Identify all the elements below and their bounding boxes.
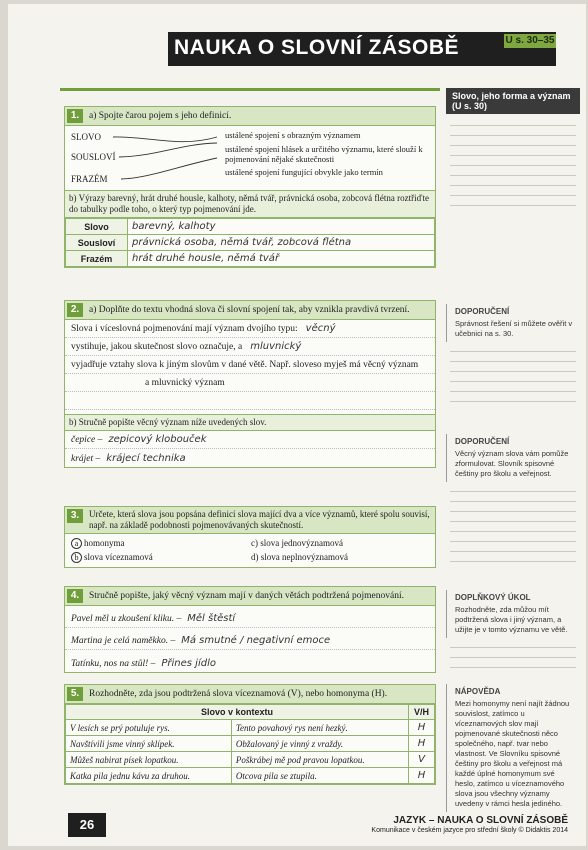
exercise-number: 1. xyxy=(67,109,83,123)
vh-answer[interactable]: H xyxy=(409,736,435,752)
exercise-4-header xyxy=(65,587,435,606)
fill-line xyxy=(65,374,435,392)
word-answer[interactable]: krájecí technika xyxy=(106,453,186,464)
row-label-frazem: Frazém xyxy=(66,251,128,267)
option-label: slova víceznamová xyxy=(84,552,153,562)
option-letter: a xyxy=(71,538,82,549)
context-b: Poškrábej mě pod pravou lopatkou. xyxy=(231,752,408,768)
exercise-4-task: Stručně popište, jaký věcný význam mají v daných větách podtržená pojmenování. xyxy=(89,591,404,601)
exercise-number: 5. xyxy=(67,687,83,701)
meaning-line xyxy=(65,650,435,672)
exercise-3-header xyxy=(65,507,435,534)
exercise-1-task-b: b) Výrazy barevný, hrát druhé housle, kalhoty, němá tvář, právnická osoba, zobcová flétna roztřiďte do tabulky podle toho, o který typ pojmenování jde. xyxy=(65,190,435,218)
fill-text: Slova i víceslovná pojmenování mají význam dvojího typu: xyxy=(71,324,298,334)
context-table xyxy=(65,704,435,784)
exercise-number: 2. xyxy=(67,303,83,317)
footer-copyright: Komunikace v českém jazyce pro střední školy © Didaktis 2014 xyxy=(371,827,568,834)
meaning-line xyxy=(65,628,435,650)
exercise-number: 3. xyxy=(67,509,83,523)
fill-text: vystihuje, jakou skutečnost slovo označuje, a xyxy=(71,342,243,352)
row-label-souslovi: Sousloví xyxy=(66,235,128,251)
context-a: Navštívili jsme vinný sklípek. xyxy=(66,736,232,752)
classification-table xyxy=(65,218,435,267)
table-row xyxy=(66,219,435,235)
card-label: DOPORUČENÍ xyxy=(455,437,510,446)
option-letter: c) xyxy=(251,538,258,548)
sidebar xyxy=(446,88,580,217)
meaning-answer[interactable]: Měl štěstí xyxy=(187,613,236,624)
exercise-2 xyxy=(64,300,436,468)
footer-title: JAZYK – NAUKA O SLOVNÍ ZÁSOBĚ xyxy=(393,815,568,826)
answer-slovo[interactable]: barevný, kalhoty xyxy=(128,219,435,235)
exercise-5-header xyxy=(65,685,435,704)
option-label: slova neplnovýznamová xyxy=(260,552,348,562)
card-label: NÁPOVĚDA xyxy=(455,687,501,696)
fill-answer[interactable]: mluvnický xyxy=(250,341,302,352)
sentence: Pavel měl u zkoušení kliku. – xyxy=(71,614,182,624)
exercise-2-task-a: a) Doplňte do textu vhodná slova či slovní spojení tak, aby vznikla pravdivá tvrzení. xyxy=(89,305,410,315)
page-footer xyxy=(60,813,580,841)
table-row xyxy=(66,251,435,267)
word-line xyxy=(65,431,435,449)
title-bar xyxy=(168,32,556,66)
option-a[interactable] xyxy=(71,538,221,549)
card-text: Věcný význam slova vám pomůže zformulovat. Slovník spisovné češtiny pro školu a veřejnost. xyxy=(455,449,569,478)
fill-line xyxy=(65,356,435,374)
exercise-3-task: Určete, která slova jsou popsána definicí slova mající dva a více významů, které spolu souvisí, např. na základě podobnosti pojmenovávaných skutečností. xyxy=(89,509,430,530)
textbook-reference-badge: U s. 30–35 xyxy=(505,35,555,46)
sidebar-card-hint xyxy=(446,684,580,812)
vh-answer[interactable]: H xyxy=(409,768,435,784)
fill-answer[interactable]: věcný xyxy=(305,323,336,334)
matching-lines xyxy=(109,126,224,190)
col-header-context: Slovo v kontextu xyxy=(66,705,409,720)
meaning-answer[interactable]: Má smutné / negativní emoce xyxy=(181,635,331,646)
term-slovo: SLOVO xyxy=(71,132,102,142)
fill-text: a mluvnický význam xyxy=(145,378,225,388)
meaning-line xyxy=(65,606,435,628)
exercise-5-task: Rozhodněte, zda jsou podtržená slova víceznamová (V), nebo homonyma (H). xyxy=(89,689,388,699)
word-krajet: krájet – xyxy=(71,454,101,464)
card-text: Správnost řešení si můžete ověřit v učebnici na s. 30. xyxy=(455,319,573,338)
option-b[interactable] xyxy=(71,552,221,563)
row-label-slovo: Slovo xyxy=(66,219,128,235)
context-a: V lesích se prý potuluje rys. xyxy=(66,720,232,736)
sentence: Tatínku, nos na stůl! – xyxy=(71,659,156,669)
sentence: Martina je celá naměkko. – xyxy=(71,636,176,646)
table-row xyxy=(66,768,435,784)
exercise-1 xyxy=(64,106,436,268)
exercise-2-header xyxy=(65,301,435,320)
card-label: DOPLŇKOVÝ ÚKOL xyxy=(455,593,531,602)
options xyxy=(65,534,435,567)
card-label: DOPORUČENÍ xyxy=(455,307,510,316)
sidebar-heading: Slovo, jeho forma a význam (U s. 30) xyxy=(446,88,580,114)
option-c[interactable] xyxy=(251,538,401,549)
definitions xyxy=(225,130,430,177)
option-letter: d) xyxy=(251,552,259,562)
definition-3: ustálené spojení fungující obvykle jako termín xyxy=(225,167,383,177)
exercise-1-header xyxy=(65,107,435,126)
exercise-5 xyxy=(64,684,436,785)
card-text: Mezi homonymy není najít žádnou souvislost, zatímco u víceznamových slov mají pojmenované skutečnosti něco společného, např. tvar nebo vlastnost. Ve Slovníku spisovné češtiny pro školu a veřejnost má každé úplné homonymum své heslo, zatímco u víceznamového slova jsou všechny významy uvedeny v rámci hesla jediného. xyxy=(455,699,570,808)
col-header-vh: V/H xyxy=(409,705,435,720)
definition-2: ustálené spojení hlásek a určitého významu, které slouží k pojmenování nějaké skutečnosti xyxy=(225,144,423,164)
exercise-3 xyxy=(64,506,436,568)
card-text: Rozhodněte, zda můžou mít podtržená slova i jiný význam, a užijte je v tomto významu ve větě. xyxy=(455,605,568,634)
context-b: Otcova pila se ztupila. xyxy=(231,768,408,784)
exercise-2-task-b: b) Stručně popište věcný význam níže uvedených slov. xyxy=(65,414,435,431)
table-row xyxy=(66,235,435,251)
fill-line xyxy=(65,320,435,338)
definition-1: ustálené spojení s obrazným významem xyxy=(225,130,361,140)
option-letter: b xyxy=(71,552,82,563)
table-row xyxy=(66,720,435,736)
term-frazem: FRAZÉM xyxy=(71,174,108,184)
word-answer[interactable]: zepicový klobouček xyxy=(108,434,207,445)
matching-area xyxy=(65,126,435,190)
answer-souslovi[interactable]: právnická osoba, němá tvář, zobcová flétna xyxy=(128,235,435,251)
context-b: Tento povahový rys není hezký. xyxy=(231,720,408,736)
context-b: Obžalovaný je vinný z vraždy. xyxy=(231,736,408,752)
fill-text: vyjadřuje vztahy slova k jiným slovům v dané větě. Např. sloveso myješ má věcný význam xyxy=(71,360,419,370)
sidebar-card-recommendation-1 xyxy=(446,304,580,411)
exercise-number: 4. xyxy=(67,589,83,603)
table-row xyxy=(66,752,435,768)
page-number: 26 xyxy=(68,813,106,837)
context-a: Katka pila jednu kávu za druhou. xyxy=(66,768,232,784)
context-a: Můžeš nabirat písek lopatkou. xyxy=(66,752,232,768)
card-body xyxy=(446,304,580,342)
exercise-4 xyxy=(64,586,436,673)
meaning-answer[interactable]: Přines jídlo xyxy=(161,658,216,669)
exercise-1-task-a: a) Spojte čarou pojem s jeho definicí. xyxy=(89,111,232,121)
vh-answer[interactable]: H xyxy=(409,720,435,736)
divider xyxy=(60,88,440,91)
sidebar-card-recommendation-2 xyxy=(446,434,580,571)
table-row xyxy=(66,736,435,752)
sidebar-card-extra-task xyxy=(446,590,580,677)
card-body xyxy=(446,434,580,482)
page-title: NAUKA O SLOVNÍ ZÁSOBĚ xyxy=(174,36,460,59)
table-header xyxy=(66,705,435,720)
card-body xyxy=(446,590,580,638)
note-lines xyxy=(446,114,580,217)
fill-line xyxy=(65,338,435,356)
vh-answer[interactable]: V xyxy=(409,752,435,768)
word-line xyxy=(65,449,435,467)
card-body xyxy=(446,684,580,812)
option-label: slova jednovýznamová xyxy=(260,538,343,548)
option-label: homonyma xyxy=(84,538,125,548)
answer-frazem[interactable]: hrát druhé housle, němá tvář xyxy=(128,251,435,267)
fill-line-blank[interactable] xyxy=(65,392,435,410)
term-souslovi: SOUSLOVÍ xyxy=(71,152,116,162)
word-cepice: čepice – xyxy=(71,435,103,445)
option-d[interactable] xyxy=(251,552,401,563)
